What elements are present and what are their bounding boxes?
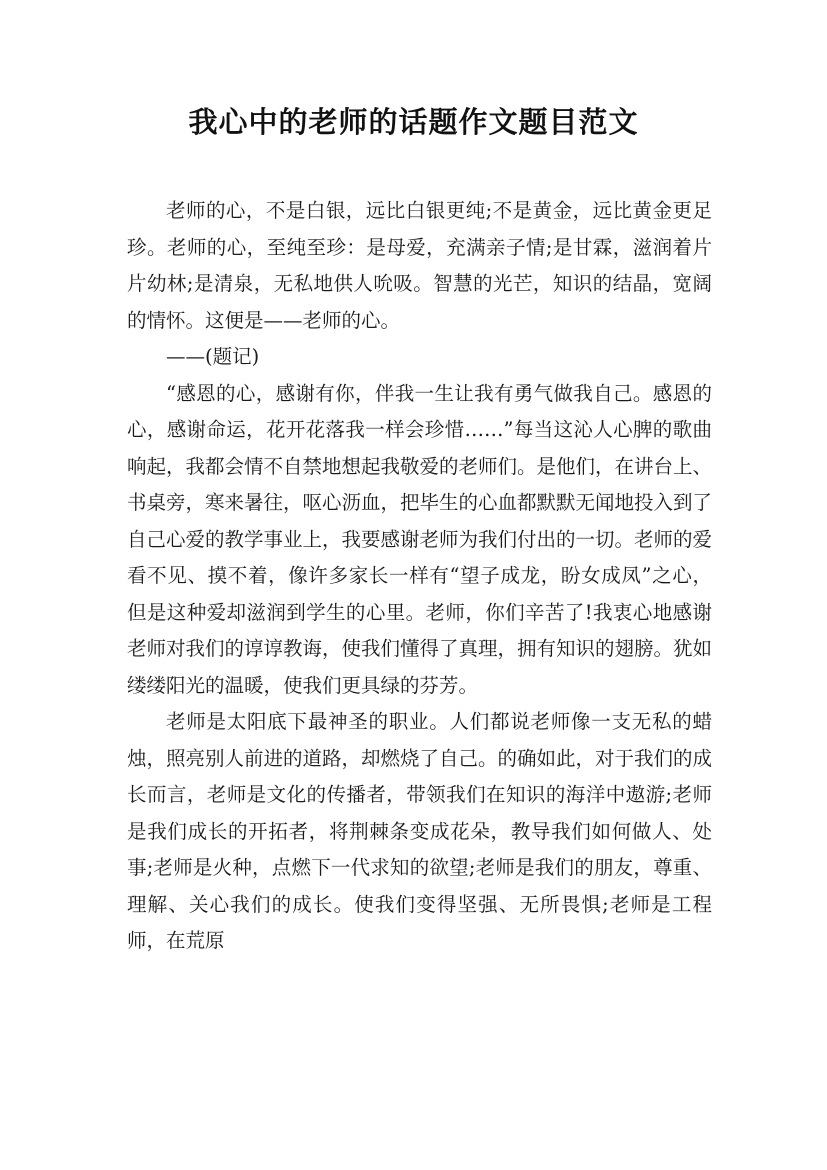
document-title: 我心中的老师的话题作文题目范文 bbox=[188, 105, 639, 139]
document-body bbox=[127, 193, 712, 960]
paragraph: “感恩的心，感谢有你，伴我一生让我有勇气做我自己。感恩的心，感谢命运，花开花落我一样会珍惜……”每当这沁人心脾的歌曲响起，我都会情不自禁地想起我敬爱的老师们。是他们，在讲台上、书桌旁，寒来暑往，呕心沥血，把毕生的心血都默默无闻地投入到了自己心爱的教学事业上，我要感谢老师为我们付出的一切。老师的爱看不见、摸不着，像许多家长一样有“望子成龙，盼女成凤”之心，但是这种爱却滋润到学生的心里。老师，你们辛苦了!我衷心地感谢老师对我们的谆谆教诲，使我们懂得了真理，拥有知识的翅膀。犹如缕缕阳光的温暖，使我们更具绿的芬芳。 bbox=[127, 381, 713, 697]
paragraph: 老师是太阳底下最神圣的职业。人们都说老师像一支无私的蜡烛，照亮别人前进的道路，却燃烧了自己。的确如此，对于我们的成长而言，老师是文化的传播者，带领我们在知识的海洋中遨游;老师是我们成长的开拓者，将荆棘条变成花朵，教导我们如何做人、处事;老师是火种，点燃下一代求知的欲望;老师是我们的朋友，尊重、理解、关心我们的成长。使我们变得坚强、无所畏惧;老师是工程师，在荒原 bbox=[127, 710, 713, 952]
paragraph: 老师的心，不是白银，远比白银更纯;不是黄金，远比黄金更足珍。老师的心，至纯至珍：是母爱，充满亲子情;是甘霖，滋润着片片幼林;是清泉，无私地供人吮吸。智慧的光芒，知识的结晶，宽阔的情怀。这便是——老师的心。 bbox=[127, 199, 712, 332]
paragraph-epigraph-note: ——(题记) bbox=[166, 345, 260, 368]
